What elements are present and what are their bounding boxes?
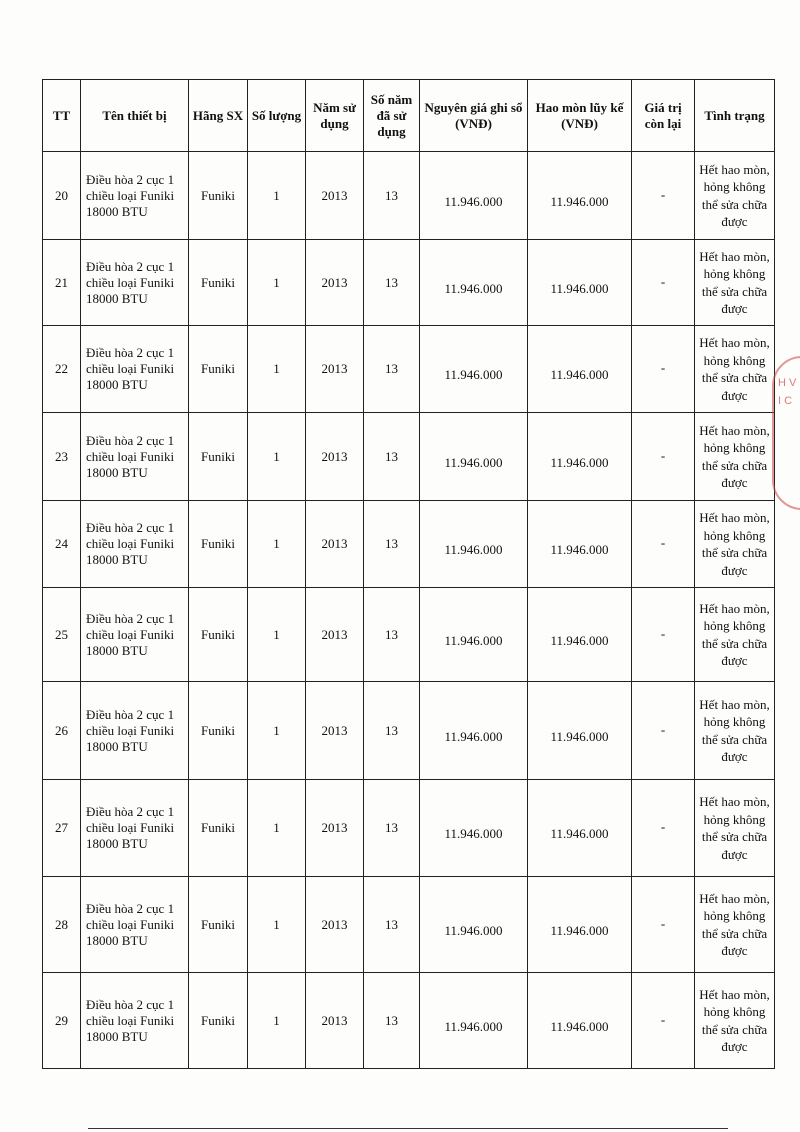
table-row: [43, 326, 775, 413]
cell-year: 2013: [306, 682, 364, 780]
cell-year: 2013: [306, 973, 364, 1069]
cell-maker: Funiki: [189, 973, 248, 1069]
cell-year: 2013: [306, 588, 364, 682]
cell-remaining: -: [632, 152, 695, 240]
cell-tt: 26: [43, 682, 81, 780]
cell-depreciation: 11.946.000: [528, 588, 632, 682]
cell-status: Hết hao mòn, hỏng không thể sửa chữa được: [695, 152, 775, 240]
table-row: [43, 501, 775, 588]
cell-remaining: -: [632, 877, 695, 973]
header-name: Tên thiết bị: [81, 80, 189, 152]
cell-years-used: 13: [364, 326, 420, 413]
cell-name: Điều hòa 2 cục 1 chiều loại Funiki 18000 BTU: [81, 501, 189, 588]
cell-cost: 11.946.000: [420, 240, 528, 326]
cell-maker: Funiki: [189, 501, 248, 588]
cell-remaining: -: [632, 973, 695, 1069]
cell-years-used: 13: [364, 501, 420, 588]
cell-cost: 11.946.000: [420, 413, 528, 501]
cell-status: Hết hao mòn, hỏng không thể sửa chữa được: [695, 877, 775, 973]
cell-cost: 11.946.000: [420, 326, 528, 413]
cell-maker: Funiki: [189, 877, 248, 973]
cell-depreciation: 11.946.000: [528, 413, 632, 501]
header-depreciation: Hao mòn lũy kế (VNĐ): [528, 80, 632, 152]
cell-status: Hết hao mòn, hỏng không thể sửa chữa được: [695, 240, 775, 326]
cell-qty: 1: [248, 413, 306, 501]
cell-cost: 11.946.000: [420, 973, 528, 1069]
table-row: [43, 413, 775, 501]
cell-tt: 27: [43, 780, 81, 877]
header-tt: TT: [43, 80, 81, 152]
cell-remaining: -: [632, 326, 695, 413]
cell-cost: 11.946.000: [420, 877, 528, 973]
cell-year: 2013: [306, 240, 364, 326]
cell-depreciation: 11.946.000: [528, 877, 632, 973]
cell-maker: Funiki: [189, 326, 248, 413]
header-cost: Nguyên giá ghi sổ (VNĐ): [420, 80, 528, 152]
cell-remaining: -: [632, 588, 695, 682]
cell-year: 2013: [306, 780, 364, 877]
cell-qty: 1: [248, 501, 306, 588]
cell-tt: 24: [43, 501, 81, 588]
cell-years-used: 13: [364, 877, 420, 973]
cell-depreciation: 11.946.000: [528, 152, 632, 240]
cell-status: Hết hao mòn, hỏng không thể sửa chữa được: [695, 413, 775, 501]
cell-qty: 1: [248, 152, 306, 240]
cell-name: Điều hòa 2 cục 1 chiều loại Funiki 18000 BTU: [81, 326, 189, 413]
cell-maker: Funiki: [189, 588, 248, 682]
cell-qty: 1: [248, 240, 306, 326]
cell-maker: Funiki: [189, 240, 248, 326]
equipment-table: [42, 79, 775, 1069]
cell-depreciation: 11.946.000: [528, 973, 632, 1069]
cell-name: Điều hòa 2 cục 1 chiều loại Funiki 18000 BTU: [81, 152, 189, 240]
header-year: Năm sử dụng: [306, 80, 364, 152]
cell-remaining: -: [632, 780, 695, 877]
cell-year: 2013: [306, 413, 364, 501]
cell-qty: 1: [248, 780, 306, 877]
cell-qty: 1: [248, 877, 306, 973]
cell-qty: 1: [248, 588, 306, 682]
cell-years-used: 13: [364, 240, 420, 326]
cell-maker: Funiki: [189, 682, 248, 780]
cell-cost: 11.946.000: [420, 501, 528, 588]
cell-depreciation: 11.946.000: [528, 780, 632, 877]
cell-cost: 11.946.000: [420, 682, 528, 780]
table-row: [43, 682, 775, 780]
cell-year: 2013: [306, 501, 364, 588]
cell-years-used: 13: [364, 152, 420, 240]
cell-remaining: -: [632, 682, 695, 780]
table-header-row: [43, 80, 775, 152]
table-body: [43, 152, 775, 1069]
cell-depreciation: 11.946.000: [528, 326, 632, 413]
header-maker: Hãng SX: [189, 80, 248, 152]
cell-status: Hết hao mòn, hỏng không thể sửa chữa được: [695, 326, 775, 413]
stamp-fragment-text: H V I C: [778, 377, 797, 407]
cell-status: Hết hao mòn, hỏng không thể sửa chữa được: [695, 501, 775, 588]
header-qty: Số lượng: [248, 80, 306, 152]
cell-years-used: 13: [364, 780, 420, 877]
cell-maker: Funiki: [189, 780, 248, 877]
cell-status: Hết hao mòn, hỏng không thể sửa chữa được: [695, 682, 775, 780]
cell-year: 2013: [306, 326, 364, 413]
cell-status: Hết hao mòn, hỏng không thể sửa chữa được: [695, 588, 775, 682]
cell-qty: 1: [248, 973, 306, 1069]
cell-name: Điều hòa 2 cục 1 chiều loại Funiki 18000 BTU: [81, 877, 189, 973]
table-row: [43, 973, 775, 1069]
cell-tt: 20: [43, 152, 81, 240]
table-row: [43, 152, 775, 240]
cell-status: Hết hao mòn, hỏng không thể sửa chữa được: [695, 973, 775, 1069]
cell-year: 2013: [306, 877, 364, 973]
table-row: [43, 240, 775, 326]
cell-remaining: -: [632, 240, 695, 326]
cell-tt: 25: [43, 588, 81, 682]
bottom-rule: [88, 1128, 728, 1129]
cell-tt: 22: [43, 326, 81, 413]
cell-remaining: -: [632, 413, 695, 501]
cell-qty: 1: [248, 326, 306, 413]
cell-cost: 11.946.000: [420, 780, 528, 877]
cell-tt: 23: [43, 413, 81, 501]
cell-depreciation: 11.946.000: [528, 240, 632, 326]
cell-name: Điều hòa 2 cục 1 chiều loại Funiki 18000 BTU: [81, 588, 189, 682]
cell-name: Điều hòa 2 cục 1 chiều loại Funiki 18000 BTU: [81, 413, 189, 501]
cell-depreciation: 11.946.000: [528, 682, 632, 780]
table-row: [43, 877, 775, 973]
cell-years-used: 13: [364, 682, 420, 780]
table-row: [43, 780, 775, 877]
cell-cost: 11.946.000: [420, 152, 528, 240]
cell-years-used: 13: [364, 413, 420, 501]
cell-name: Điều hòa 2 cục 1 chiều loại Funiki 18000 BTU: [81, 780, 189, 877]
cell-name: Điều hòa 2 cục 1 chiều loại Funiki 18000 BTU: [81, 973, 189, 1069]
cell-cost: 11.946.000: [420, 588, 528, 682]
cell-tt: 28: [43, 877, 81, 973]
header-remaining: Giá trị còn lại: [632, 80, 695, 152]
cell-name: Điều hòa 2 cục 1 chiều loại Funiki 18000 BTU: [81, 240, 189, 326]
cell-qty: 1: [248, 682, 306, 780]
cell-tt: 29: [43, 973, 81, 1069]
cell-name: Điều hòa 2 cục 1 chiều loại Funiki 18000 BTU: [81, 682, 189, 780]
cell-tt: 21: [43, 240, 81, 326]
header-years-used: Số năm đã sử dụng: [364, 80, 420, 152]
cell-year: 2013: [306, 152, 364, 240]
cell-maker: Funiki: [189, 152, 248, 240]
table-row: [43, 588, 775, 682]
cell-years-used: 13: [364, 973, 420, 1069]
cell-status: Hết hao mòn, hỏng không thể sửa chữa được: [695, 780, 775, 877]
header-status: Tình trạng: [695, 80, 775, 152]
cell-years-used: 13: [364, 588, 420, 682]
cell-depreciation: 11.946.000: [528, 501, 632, 588]
cell-remaining: -: [632, 501, 695, 588]
cell-maker: Funiki: [189, 413, 248, 501]
